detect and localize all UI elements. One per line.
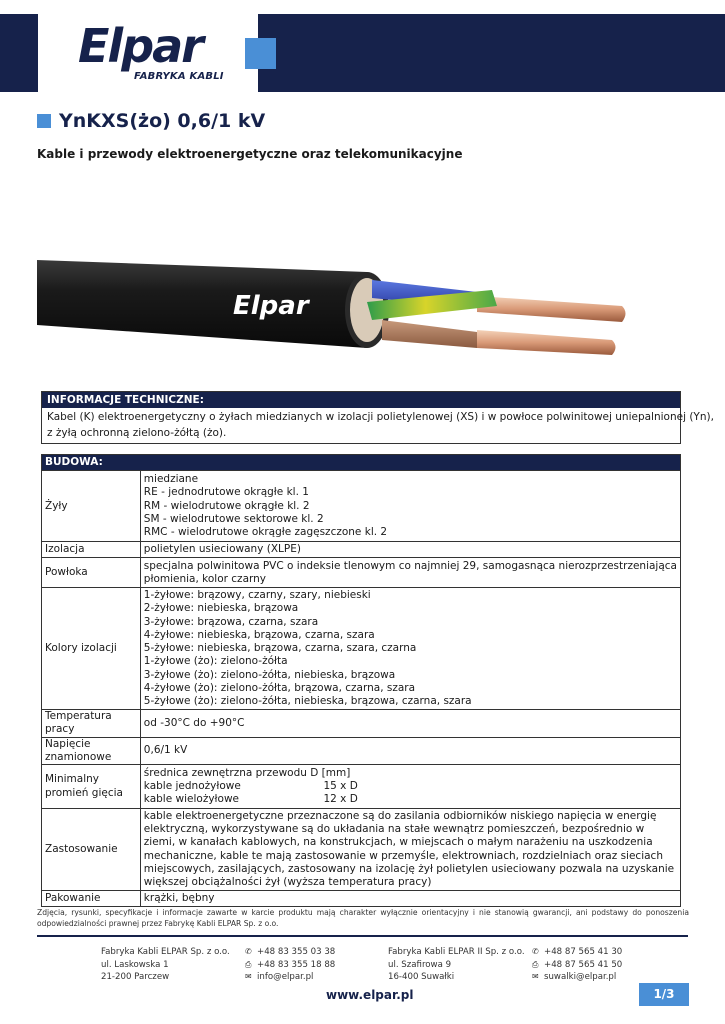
company-street: ul. Laskowska 1 — [101, 959, 169, 970]
company-address-suwalki — [388, 946, 525, 984]
value-line: elektryczną, wykorzystywane są do układania na stałe wewnątrz pomieszczeń, bezpośrednio w — [143, 823, 645, 836]
value-line: płomienia, kolor czarny — [143, 572, 267, 585]
technical-info-heading: INFORMACJE TECHNICZNE: — [42, 392, 680, 408]
row-label: Pakowanie — [42, 891, 141, 907]
row-label: Izolacja — [42, 542, 141, 558]
value-line: mechaniczne, kable te mają zastosowanie w przemyśle, elektrowniach, rozdzielniach oraz sieciach — [143, 849, 663, 862]
company-address-parczew — [101, 946, 230, 984]
phone-icon: ✆ — [245, 947, 252, 956]
row-value — [140, 710, 680, 737]
row-value — [140, 809, 680, 891]
value-line: 4-żyłowe: niebieska, brązowa, czarna, szara — [143, 628, 375, 641]
row-value — [140, 558, 680, 588]
email-link[interactable]: suwalki@elpar.pl — [544, 972, 617, 982]
construction-heading: BUDOWA: — [42, 455, 681, 471]
value-line: kable elektroenergetyczne przeznaczone są do zasilania odbiorników niskiego napięcia w energię — [143, 809, 657, 822]
email-icon: ✉ — [245, 972, 252, 981]
table-row — [42, 471, 681, 542]
company-name: Fabryka Kabli ELPAR Sp. z o.o. — [101, 947, 230, 957]
company-city: 21-200 Parczew — [101, 972, 170, 982]
value-line: SM - wielodrutowe sektorowe kl. 2 — [143, 512, 324, 525]
table-row — [42, 542, 681, 558]
bend-radius-line — [144, 780, 358, 793]
value-line: krążki, bębny — [143, 891, 215, 904]
fax-number: +48 83 355 18 88 — [257, 959, 336, 970]
technical-info-box — [41, 391, 714, 444]
table-row — [42, 891, 681, 907]
value-line: polietylen usieciowany (XLPE) — [143, 543, 301, 556]
bend-radius-value: 15 x D — [323, 779, 358, 792]
construction-table — [41, 454, 681, 907]
footer-divider — [37, 935, 688, 937]
company-contact-parczew — [245, 946, 335, 984]
value-line: 0,6/1 kV — [143, 744, 188, 757]
construction-table-header-row — [42, 455, 681, 471]
row-label: Zastosowanie — [42, 809, 141, 891]
value-line: 2-żyłowe: niebieska, brązowa — [143, 602, 299, 615]
value-line: 4-żyłowe (żo): zielono-żółta, brązowa, czarna, szara — [143, 681, 416, 694]
value-line: ziemi, w kanałach kablowych, na konstrukcjach, w miejscach o małym narażeniu na uszkodzenia — [143, 836, 653, 849]
title-bullet-square — [37, 114, 51, 128]
table-row — [42, 558, 681, 588]
value-line: miejscowych, zasilających, zastosowany na izolację żył polietylen usieciowany pozwala na uzyskanie — [143, 862, 675, 875]
value-line: 1-żyłowe (żo): zielono-żółta — [143, 655, 288, 668]
row-value — [140, 891, 680, 907]
value-line: 5-żyłowe (żo): zielono-żółta, niebieska, brązowa, czarna, szara — [143, 694, 472, 707]
phone-number: +48 87 565 41 30 — [544, 947, 623, 957]
row-value — [140, 765, 680, 809]
value-line: 5-żyłowe: niebieska, brązowa, czarna, szara, czarna — [143, 642, 417, 655]
value-line: od -30°C do +90°C — [143, 716, 245, 729]
product-title: YnKXS(żo) 0,6/1 kV — [59, 110, 266, 132]
row-label: Żyły — [42, 471, 141, 542]
logo-subtitle: FABRYKA KABLI — [134, 71, 224, 82]
row-value — [140, 542, 680, 558]
value-line: RE - jednodrutowe okrągłe kl. 1 — [143, 486, 309, 499]
value-line: 3-żyłowe (żo): zielono-żółta, niebieska, brązowa — [143, 668, 396, 681]
row-label: Napięcie znamionowe — [42, 737, 141, 764]
table-row — [42, 737, 681, 764]
fax-number: +48 87 565 41 50 — [544, 959, 623, 970]
cable-print: Elpar — [233, 291, 309, 321]
company-city: 16-400 Suwałki — [388, 972, 455, 982]
row-value — [140, 471, 680, 542]
logo-wordmark: Elpar — [78, 19, 202, 73]
website-link[interactable]: www.elpar.pl — [326, 988, 414, 1002]
email-link[interactable]: info@elpar.pl — [257, 972, 314, 982]
technical-info-line: Kabel (K) elektroenergetyczny o żyłach miedzianych w izolacji polietylenowej (XS) i w powłoce polwinitowej uniepalnionej (Yn), — [47, 411, 714, 423]
table-row — [42, 710, 681, 737]
value-line: RMC - wielodrutowe okrągłe zagęszczone kl. 2 — [143, 526, 388, 538]
cable-image — [37, 180, 681, 385]
row-label: Temperatura pracy — [42, 710, 141, 737]
row-value — [140, 737, 680, 764]
technical-info-text — [42, 408, 714, 443]
page-number-badge: 1/3 — [639, 983, 689, 1006]
value-line: miedziane — [143, 473, 199, 486]
row-label: Minimalny promień gięcia — [42, 765, 141, 809]
table-row — [42, 809, 681, 891]
phone-number: +48 83 355 03 38 — [257, 947, 336, 957]
bend-radius-line — [144, 793, 358, 806]
technical-info-line: z żyłą ochronną zielono-żółtą (żo). — [47, 427, 227, 439]
row-label: Powłoka — [42, 558, 141, 588]
value-line: średnica zewnętrzna przewodu D [mm] — [143, 766, 351, 779]
table-row — [42, 765, 681, 809]
fax-icon: ⎙ — [245, 959, 252, 969]
fax-icon: ⎙ — [532, 959, 539, 969]
value-line: RM - wielodrutowe okrągłe kl. 2 — [143, 499, 310, 512]
product-subtitle: Kable i przewody elektroenergetyczne oraz telekomunikacyjne — [37, 147, 463, 161]
value-line: 1-żyłowe: brązowy, czarny, szary, niebieski — [143, 589, 371, 602]
logo — [38, 14, 258, 92]
bend-cable-type: kable wielożyłowe — [143, 793, 239, 806]
company-name: Fabryka Kabli ELPAR II Sp. z o.o. — [388, 947, 525, 957]
row-value — [140, 588, 680, 710]
value-line: 3-żyłowe: brązowa, czarna, szara — [143, 615, 319, 628]
company-contact-suwalki — [532, 946, 622, 984]
table-row — [42, 588, 681, 710]
cable-illustration — [37, 180, 681, 385]
header-accent-square — [245, 38, 276, 69]
phone-icon: ✆ — [532, 947, 539, 956]
row-label: Kolory izolacji — [42, 588, 141, 710]
bend-radius-value: 12 x D — [323, 793, 358, 806]
email-icon: ✉ — [532, 972, 539, 981]
value-line: specjalna polwinitowa PVC o indeksie tlenowym co najmniej 29, samogasnąca nierozprzestrzeniająca — [143, 559, 677, 572]
value-line: większej obciążalności żył (wyższa temperatura pracy) — [143, 875, 432, 888]
company-street: ul. Szafirowa 9 — [388, 959, 452, 970]
bend-cable-type: kable jednożyłowe — [143, 779, 241, 792]
disclaimer: Zdjęcia, rysunki, specyfikacje i informacje zawarte w karcie produktu mają charakter wyłącznie orientacyjny i nie stanowią gwarancji, ani podstawy do ponoszenia odpowiedzialności prawnej przez Fabrykę Kabli ELPAR Sp. z o.o. — [37, 908, 689, 928]
